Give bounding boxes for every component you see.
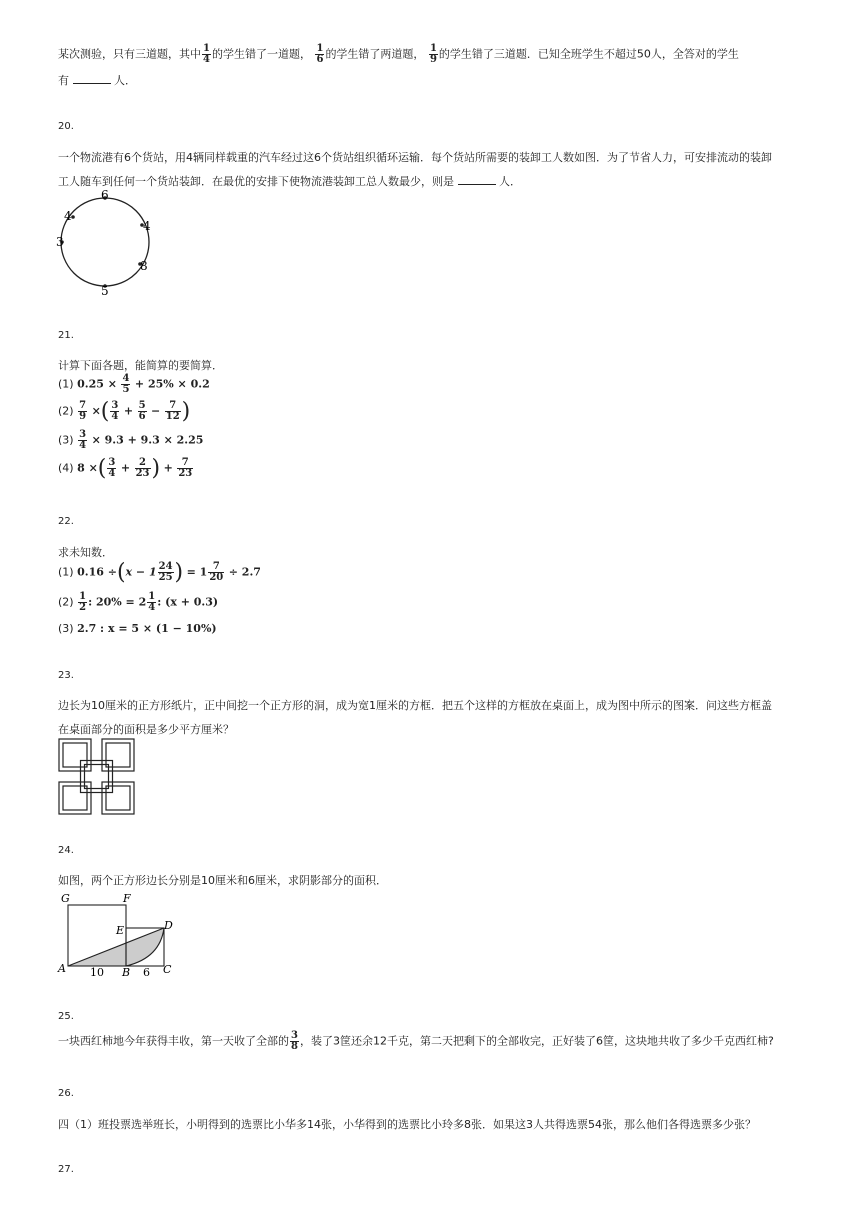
q21-item-4: (4) 8 ×( $\frac{3}{4}$ + $\frac{2}{23}$ ) + $\frac{7}{23}$ xyxy=(58,456,193,481)
q21-intro: 计算下面各题，能简算的要简算． xyxy=(58,359,223,372)
station-label: 4 xyxy=(143,219,151,233)
answer-blank[interactable] xyxy=(458,174,496,185)
station-label: 6 xyxy=(101,188,109,202)
point-label: B xyxy=(122,966,131,979)
q21-item-1: (1) 0.25 × $\frac{4}{5}$ + 25% × 0.2 xyxy=(58,373,210,395)
fraction: $\frac{1}{6}$ xyxy=(316,43,324,65)
point-label: F xyxy=(123,892,131,905)
question-number: 27. xyxy=(58,1164,74,1175)
two-squares-diagram xyxy=(56,888,180,980)
q24-line1: 如图，两个正方形边长分别是10厘米和6厘米，求阴影部分的面积． xyxy=(58,874,387,887)
fraction: $\frac{1}{4}$ xyxy=(203,43,210,65)
q21-item-2: (2) $\frac{7}{9}$ ×( $\frac{3}{4}$ + $\frac{5}{6}$ − $\frac{7}{12}$ ) xyxy=(58,399,191,424)
point-label: C xyxy=(163,963,172,976)
q23-line2: 在桌面部分的面积是多少平方厘米？ xyxy=(58,723,234,736)
q25-line1: 一块西红柿地今年获得丰收，第一天收了全部的 $\frac{3}{8}$ ，装了3筐还余12千克，第二天把剩下的全部收完，正好装了6筐，这块地共收了多少千克西红柿? xyxy=(58,1030,774,1052)
point-label: E xyxy=(116,924,125,937)
q19-line2: 有 人． xyxy=(58,74,136,87)
q23-line1: 边长为10厘米的正方形纸片，正中间挖一个正方形的洞，成为宽1厘米的方框．把五个这样的方框放在桌面上，成为图中所示的图案．问这些方框盖 xyxy=(58,699,772,712)
question-number: 20. xyxy=(58,121,74,132)
point-label: G xyxy=(61,892,70,905)
q22-eq-1: (1) 0.16 ÷(x − 1 $\frac{24}{25}$ ) = 1 $\frac{7}{20}$ ÷ 2.7 xyxy=(58,560,261,585)
q22-eq-3: (3) 2.7 : x = 5 × (1 − 10%) xyxy=(58,622,217,635)
point-label: D xyxy=(164,919,173,932)
question-number: 23. xyxy=(58,670,74,681)
length-label: 6 xyxy=(143,966,150,979)
question-number: 24. xyxy=(58,845,74,856)
q20-line1: 一个物流港有6个货站，用4辆同样载重的汽车经过这6个货站组织循环运输．每个货站所需要的装卸工人数如图．为了节省人力，可安排流动的装卸 xyxy=(58,151,772,164)
q26-line1: 四（1）班投票选举班长，小明得到的选票比小华多14张，小华得到的选票比小玲多8张．如果这3人共得选票54张，那么他们各得选票多少张？ xyxy=(58,1118,756,1131)
question-number: 21. xyxy=(58,330,74,341)
q19-line1: 某次测验，只有三道题，其中 $\frac{1}{4}$ 的学生错了一道题， $\frac{1}{6}$ 的学生错了两道题， $\frac{1}{9}$ 的学生错了三道题．已知全班学生不超过50人，全答对的学生 xyxy=(58,43,739,65)
answer-blank[interactable] xyxy=(73,73,111,84)
station-label: 5 xyxy=(101,284,109,298)
q21-item-3: (3) $\frac{3}{4}$ × 9.3 + 9.3 × 2.25 xyxy=(58,429,204,451)
length-label: 10 xyxy=(90,966,104,979)
square-frames-diagram xyxy=(58,738,136,816)
q20-line2: 工人随车到任何一个货站装卸．在最优的安排下使物流港装卸工总人数最少，则是 人． xyxy=(58,175,521,188)
q22-intro: 求未知数． xyxy=(58,546,113,559)
q22-eq-2: (2) $\frac{1}{2}$ : 20% = 2 $\frac{1}{4}$ : (x + 0.3) xyxy=(58,591,219,613)
station-label: 8 xyxy=(140,259,148,273)
question-number: 25. xyxy=(58,1011,74,1022)
station-circle-diagram xyxy=(54,188,164,298)
point-label: A xyxy=(58,962,66,975)
question-number: 26. xyxy=(58,1088,74,1099)
fraction: $\frac{1}{9}$ xyxy=(429,43,437,65)
station-label: 4 xyxy=(64,209,72,223)
question-number: 22. xyxy=(58,516,74,527)
station-label: 3 xyxy=(56,235,64,249)
